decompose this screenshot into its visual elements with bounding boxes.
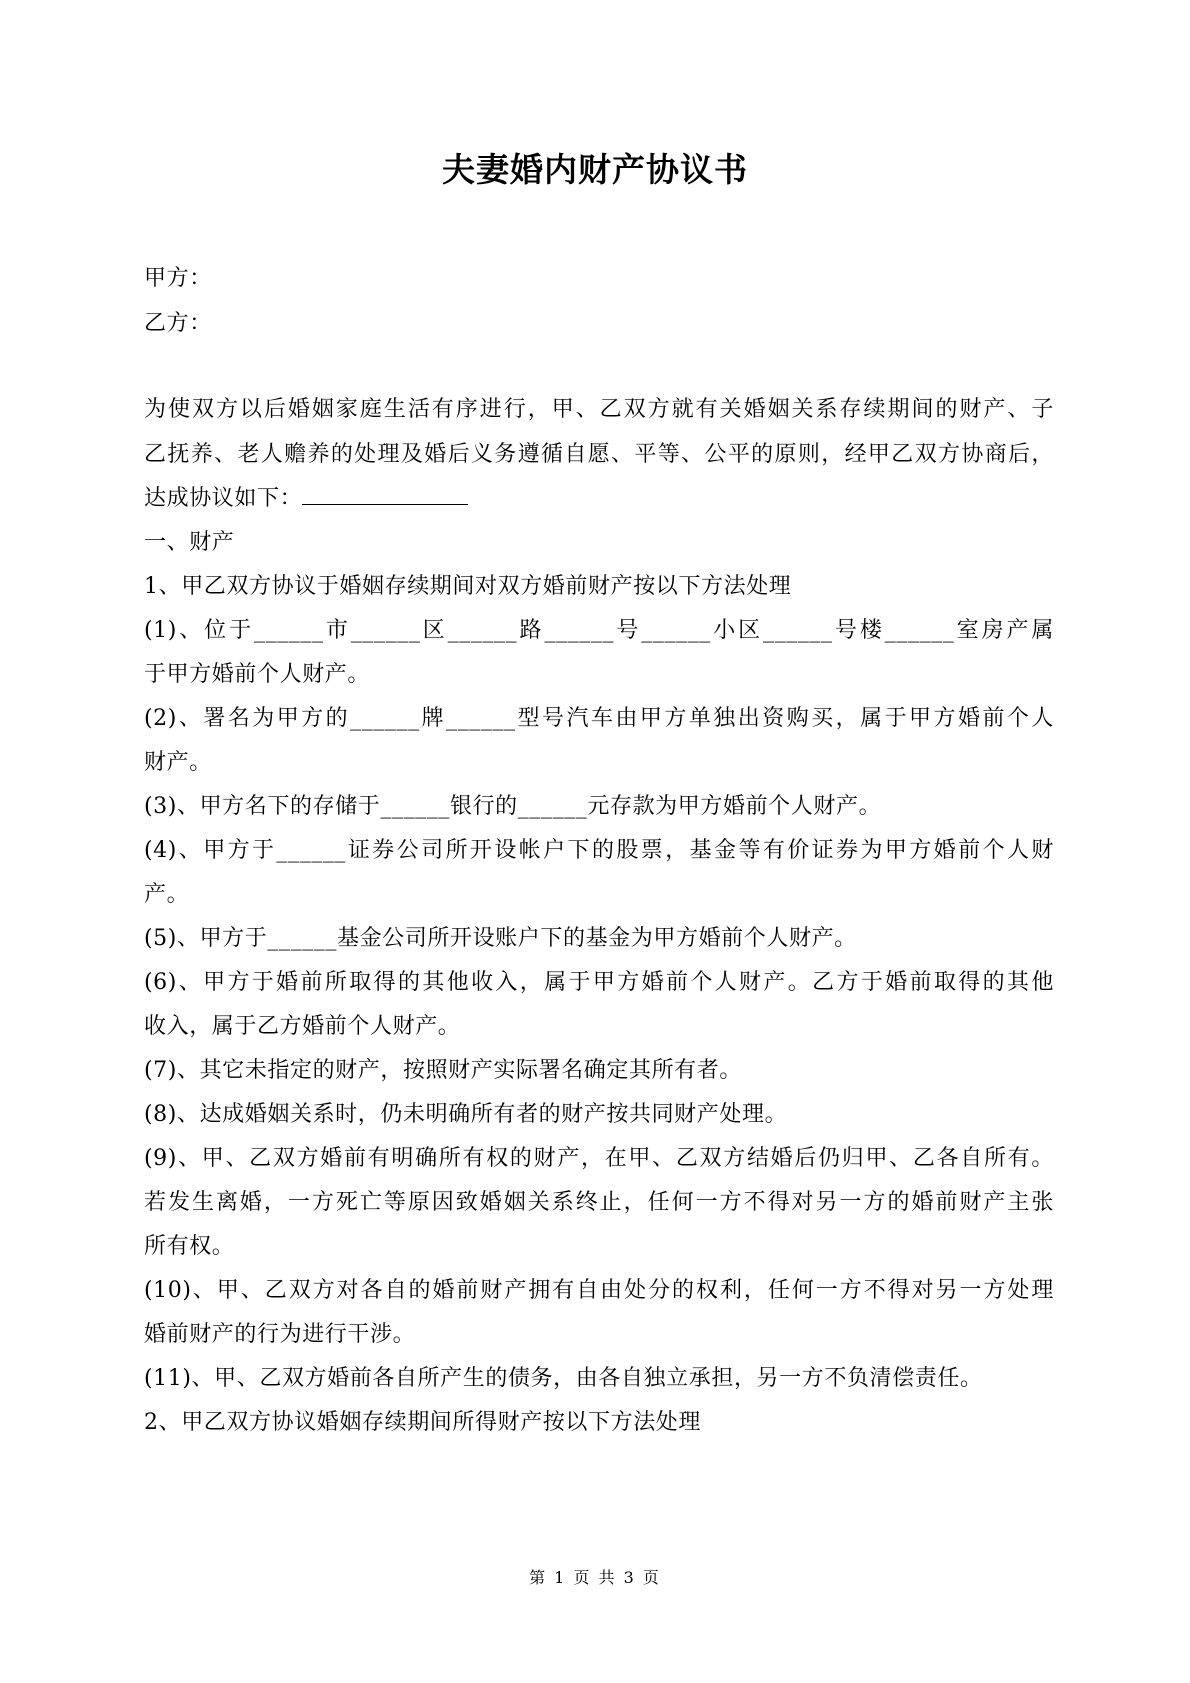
item-4-line-2: 产。 bbox=[144, 882, 190, 907]
item-10-line-2: 婚前财产的行为进行干涉。 bbox=[144, 1322, 416, 1347]
item-7-line-1: (7)、其它未指定的财产，按照财产实际署名确定其所有者。 bbox=[144, 1058, 742, 1083]
document-title: 夫妻婚内财产协议书 bbox=[442, 150, 748, 189]
item-1-line-2: 于甲方婚前个人财产。 bbox=[144, 662, 371, 687]
section-1-heading: 一、财产 bbox=[144, 530, 235, 555]
item-10-line-1: (10)、甲、乙双方对各自的婚前财产拥有自由处分的权利，任何一方不得对另一方处理 bbox=[144, 1278, 1054, 1303]
item-9-line-1: (9)、甲、乙双方婚前有明确所有权的财产，在甲、乙双方结婚后仍归甲、乙各自所有。 bbox=[144, 1146, 1054, 1171]
clause-1-heading: 1、甲乙双方协议于婚姻存续期间对双方婚前财产按以下方法处理 bbox=[144, 574, 792, 599]
agreement-blank-line bbox=[302, 484, 468, 505]
item-9-line-2: 若发生离婚，一方死亡等原因致婚姻关系终止，任何一方不得对另一方的婚前财产主张 bbox=[144, 1190, 1054, 1215]
item-6-line-2: 收入，属于乙方婚前个人财产。 bbox=[144, 1014, 461, 1039]
item-4-line-1: (4)、甲方于______证券公司所开设帐户下的股票，基金等有价证券为甲方婚前个人财 bbox=[144, 838, 1054, 863]
intro-line-3-text: 达成协议如下： bbox=[144, 486, 303, 511]
item-2-line-2: 财产。 bbox=[144, 750, 212, 775]
item-8-line-1: (8)、达成婚姻关系时，仍未明确所有者的财产按共同财产处理。 bbox=[144, 1102, 788, 1127]
item-11-line-1: (11)、甲、乙双方婚前各自所产生的债务，由各自独立承担，另一方不负清偿责任。 bbox=[144, 1366, 983, 1391]
item-9-line-3: 所有权。 bbox=[144, 1234, 235, 1259]
clause-2-heading: 2、甲乙双方协议婚姻存续期间所得财产按以下方法处理 bbox=[144, 1410, 701, 1435]
intro-line-3 bbox=[144, 484, 1054, 514]
intro-line-1: 为使双方以后婚姻家庭生活有序进行，甲、乙双方就有关婚姻关系存续期间的财产、子 bbox=[144, 397, 1054, 422]
party-a-label: 甲方： bbox=[144, 266, 212, 291]
party-b-label: 乙方： bbox=[144, 311, 212, 336]
item-3-line-1: (3)、甲方名下的存储于______银行的______元存款为甲方婚前个人财产。 bbox=[144, 794, 882, 819]
page-indicator: 第 1 页 共 3 页 bbox=[529, 1568, 661, 1587]
item-2-line-1: (2)、署名为甲方的______牌______型号汽车由甲方单独出资购买，属于甲方婚前个人 bbox=[144, 706, 1054, 731]
item-5-line-1: (5)、甲方于______基金公司所开设账户下的基金为甲方婚前个人财产。 bbox=[144, 926, 857, 951]
item-6-line-1: (6)、甲方于婚前所取得的其他收入，属于甲方婚前个人财产。乙方于婚前取得的其他 bbox=[144, 970, 1054, 995]
item-1-line-1: (1)、位于______市______区______路______号______小区______号楼______室房产属 bbox=[144, 618, 1054, 643]
intro-line-2: 乙抚养、老人赡养的处理及婚后义务遵循自愿、平等、公平的原则，经甲乙双方协商后， bbox=[144, 442, 1054, 467]
